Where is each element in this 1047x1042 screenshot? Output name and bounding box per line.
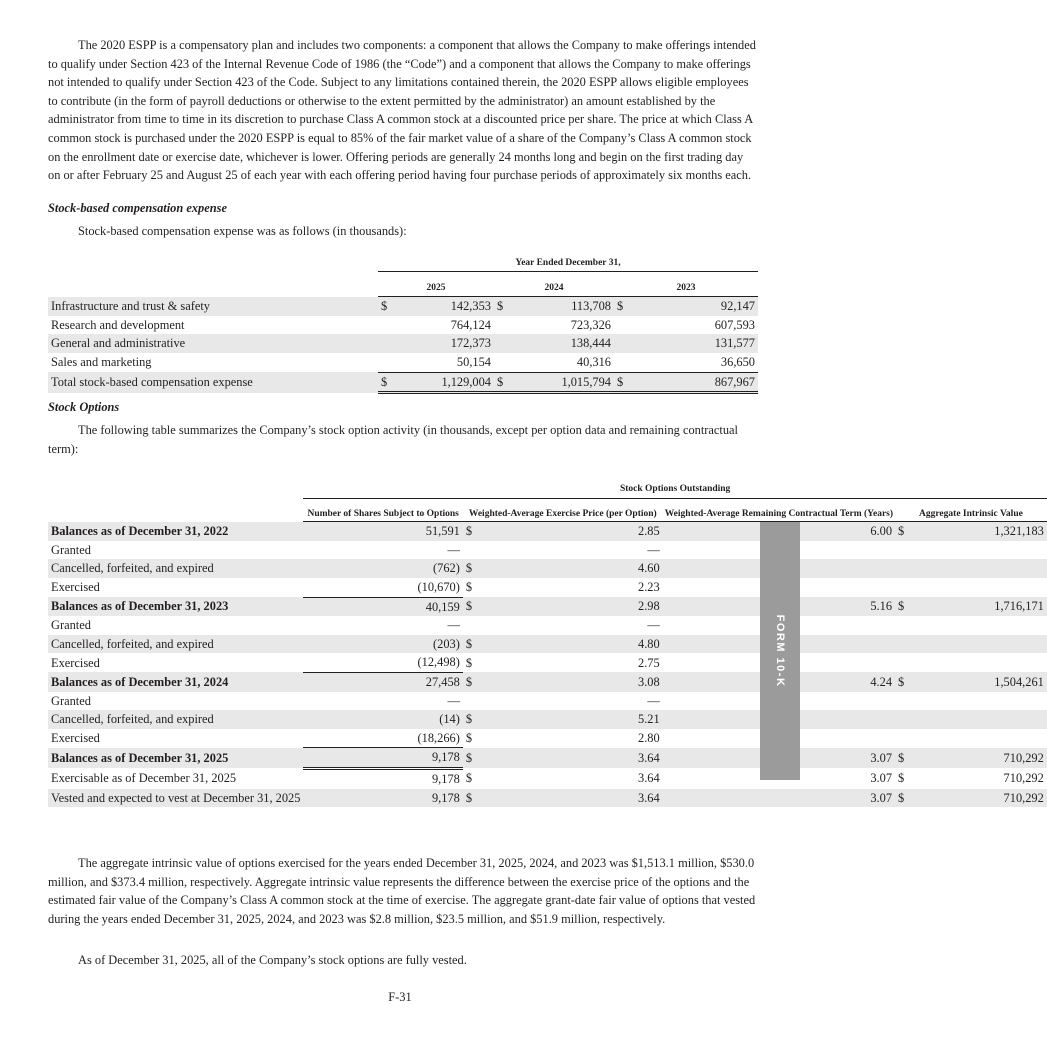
table-row (48, 789, 1047, 808)
table-row (48, 372, 758, 393)
dollar-sign: $ (463, 672, 501, 691)
row-label: Sales and marketing (51, 355, 152, 370)
intrinsic-value: 710,292 (913, 748, 1047, 769)
intrinsic-value: 710,292 (1003, 771, 1044, 786)
options-group-header: Stock Options Outstanding (303, 476, 1046, 498)
dollar-sign (463, 692, 501, 711)
row-label: Exercised (51, 730, 100, 745)
dollar-sign (494, 334, 510, 353)
dollar-sign: $ (463, 559, 501, 578)
contractual-term-value: 3.07 (870, 771, 893, 786)
shares-value: (14) (303, 710, 462, 729)
col-exercise-price: Weighted-Average Exercise Price (per Option) (463, 498, 663, 522)
table-row (48, 597, 1047, 616)
dollar-sign: $ (463, 597, 501, 616)
table-row (48, 559, 1047, 578)
exercise-price-value: 2.85 (501, 522, 663, 541)
intrinsic-value (913, 635, 1047, 654)
dollar-sign: $ (465, 655, 473, 670)
contractual-term-value: 5.16 (663, 597, 895, 616)
dollar-sign: $ (463, 635, 501, 654)
shares-value: — (447, 693, 460, 708)
table-row (48, 710, 1047, 729)
value-2024: 138,444 (510, 334, 614, 353)
row-label: Exercisable as of December 31, 2025 (51, 771, 237, 786)
intrinsic-value (913, 653, 1047, 672)
exercise-price-value: — (647, 618, 660, 633)
exercise-price-value: 5.21 (501, 710, 663, 729)
exercise-price-value: 2.80 (638, 730, 660, 745)
dollar-sign (614, 334, 630, 353)
shares-value: (203) (303, 635, 462, 654)
page-number: F-31 (388, 990, 412, 1004)
row-label: Cancelled, forfeited, and expired (48, 710, 303, 729)
dollar-sign: $ (895, 672, 913, 691)
sbc-group-header: Year Ended December 31, (378, 250, 758, 271)
value-2025: 142,353 (394, 297, 494, 316)
dollar-sign: $ (494, 372, 510, 393)
exercise-price-value: 3.08 (501, 672, 663, 691)
intrinsic-value-paragraph: The aggregate intrinsic value of options exercised for the years ended December 31, 2025, 2024, and 2023 was $1,513.1 million, $530.0 million, and $373.4 million, respectively. Aggregate intrinsic value represents the difference between the exercise price of the options and the estimated fair value of the Company’s Class A common stock at the time of exercise. The aggregate grant-date fair value of options that vested during the years ended December 31, 2025, 2024, and 2023 was $2.8 million, $23.5 million, and $51.9 million, respectively. (48, 856, 756, 926)
dollar-sign: $ (895, 748, 913, 769)
dollar-sign (378, 334, 394, 353)
table-row (48, 692, 1047, 711)
value-2024: 113,708 (510, 297, 614, 316)
dollar-sign (895, 578, 913, 597)
dollar-sign (614, 316, 630, 335)
options-intro: The following table summarizes the Company’s stock option activity (in thousands, except per option data and remaining contractual term): (48, 423, 738, 456)
dollar-sign (895, 653, 913, 672)
table-row (48, 616, 1047, 635)
dollar-sign (895, 559, 913, 578)
exercise-price-value: 3.64 (638, 771, 660, 786)
row-label: General and administrative (48, 334, 378, 353)
vested-paragraph: As of December 31, 2025, all of the Company’s stock options are fully vested. (78, 953, 467, 967)
shares-value: (12,498) (303, 653, 462, 672)
exercise-price-value: 4.80 (501, 635, 663, 654)
intrinsic-value: 710,292 (913, 789, 1047, 808)
exercise-price-value: 3.64 (501, 789, 663, 808)
shares-value: (18,266) (303, 729, 462, 748)
sbc-year-2023: 2023 (614, 271, 758, 297)
value-2023: 131,577 (630, 334, 758, 353)
exercise-price-value: 2.75 (638, 655, 660, 670)
dollar-sign (494, 353, 510, 372)
form-10k-side-tab (760, 522, 800, 780)
row-label: Exercised (51, 655, 100, 670)
dollar-sign: $ (463, 789, 501, 808)
table-row (48, 635, 1047, 654)
intrinsic-value: 1,321,183 (913, 522, 1047, 541)
dollar-sign: $ (895, 522, 913, 541)
dollar-sign (614, 353, 630, 372)
value-2025: 50,154 (394, 353, 494, 372)
shares-value: 27,458 (303, 672, 462, 691)
value-2025: 764,124 (450, 317, 491, 332)
shares-value: 51,591 (303, 522, 462, 541)
dollar-sign (378, 353, 394, 372)
shares-value: 9,178 (431, 771, 460, 786)
dollar-sign (463, 541, 501, 560)
dollar-sign: $ (463, 748, 501, 769)
exercise-price-value: 4.60 (501, 559, 663, 578)
contractual-term-value: 6.00 (663, 522, 895, 541)
sbc-year-2024: 2024 (494, 271, 614, 297)
intrinsic-value (913, 729, 1047, 748)
dollar-sign: $ (465, 771, 473, 786)
table-row (48, 653, 1047, 672)
sbc-year-2025: 2025 (378, 271, 494, 297)
col-intrinsic-value: Aggregate Intrinsic Value (895, 498, 1047, 522)
exercise-price-value: 3.64 (501, 748, 663, 769)
sbc-heading: Stock-based compensation expense (48, 201, 227, 215)
row-label: Research and development (51, 317, 185, 332)
dollar-sign: $ (465, 730, 473, 745)
options-heading: Stock Options (48, 400, 120, 414)
dollar-sign: $ (614, 372, 630, 393)
intrinsic-value (913, 616, 1047, 635)
row-label: Total stock-based compensation expense (48, 372, 378, 393)
sbc-intro: Stock-based compensation expense was as follows (in thousands): (78, 224, 407, 238)
shares-value: 9,178 (303, 789, 462, 808)
dollar-sign (378, 316, 394, 335)
contractual-term-value: 3.07 (663, 789, 895, 808)
exercise-price-value: — (647, 693, 660, 708)
col-shares: Number of Shares Subject to Options (303, 498, 462, 522)
table-row (48, 316, 758, 335)
shares-value: (762) (303, 559, 462, 578)
table-row (48, 672, 1047, 691)
row-label: Balances as of December 31, 2024 (48, 672, 303, 691)
table-row (48, 768, 1047, 788)
dollar-sign: $ (898, 771, 905, 786)
row-label: Granted (51, 618, 91, 633)
value-2025: 1,129,004 (394, 372, 494, 393)
row-label: Exercised (51, 580, 100, 595)
contractual-term-value: 4.24 (663, 672, 895, 691)
shares-value: (10,670) (303, 578, 462, 597)
intrinsic-value (913, 541, 1047, 560)
table-row (48, 729, 1047, 748)
shares-value: — (447, 542, 460, 557)
espp-paragraph: The 2020 ESPP is a compensatory plan and includes two components: a component that allows the Company to make offerings intended to qualify under Section 423 of the Internal Revenue Code of 1986 (the “Code”) and a component that allows the Company to make offerings not intended to qualify under Section 423 of the Code. Subject to any limitations contained therein, the 2020 ESPP allows eligible employees to contribute (in the form of payroll deductions or otherwise to the extent permitted by the administrator) an amount established by the administrator from time to time in its discretion to purchase Class A common stock at a discounted price per share. The price at which Class A common stock is purchased under the 2020 ESPP is equal to 85% of the fair market value of a share of the Company’s Class A common stock on the enrollment date or exercise date, whichever is lower. Offering periods are generally 24 months long and begin on the first trading day on or after February 25 and August 25 of each year with each offering period having four purchase periods of approximately six months each. (48, 38, 756, 183)
intrinsic-value (913, 559, 1047, 578)
row-label: Balances as of December 31, 2025 (48, 748, 303, 769)
table-row (48, 578, 1047, 597)
dollar-sign (463, 616, 501, 635)
table-row (48, 334, 758, 353)
table-row (48, 748, 1047, 769)
row-label: Cancelled, forfeited, and expired (48, 635, 303, 654)
row-label: Granted (51, 542, 91, 557)
exercise-price-value: 2.98 (501, 597, 663, 616)
value-2023: 867,967 (630, 372, 758, 393)
dollar-sign: $ (494, 297, 510, 316)
value-2023: 92,147 (630, 297, 758, 316)
intrinsic-value: 1,504,261 (913, 672, 1047, 691)
dollar-sign: $ (463, 522, 501, 541)
intrinsic-value: 1,716,171 (913, 597, 1047, 616)
row-label: Balances as of December 31, 2023 (48, 597, 303, 616)
exercise-price-value: — (647, 542, 660, 557)
value-2023: 36,650 (630, 353, 758, 372)
sbc-table (48, 250, 758, 394)
table-row (48, 297, 758, 316)
dollar-sign (895, 635, 913, 654)
shares-value: — (447, 618, 460, 633)
value-2024: 40,316 (510, 353, 614, 372)
dollar-sign: $ (463, 710, 501, 729)
intrinsic-value (913, 578, 1047, 597)
row-label: Cancelled, forfeited, and expired (48, 559, 303, 578)
table-row (48, 353, 758, 372)
value-2024: 1,015,794 (510, 372, 614, 393)
dollar-sign (895, 616, 913, 635)
intrinsic-value (913, 692, 1047, 711)
dollar-sign: $ (465, 580, 473, 595)
dollar-sign: $ (895, 597, 913, 616)
value-2023: 607,593 (714, 317, 755, 332)
table-row (48, 541, 1047, 560)
exercise-price-value: 2.23 (638, 580, 660, 595)
row-label: Infrastructure and trust & safety (48, 297, 378, 316)
shares-value: 40,159 (303, 597, 462, 616)
row-label: Vested and expected to vest at December 31, 2025 (48, 789, 303, 808)
dollar-sign: $ (378, 297, 394, 316)
dollar-sign (895, 710, 913, 729)
shares-value: 9,178 (303, 748, 462, 769)
dollar-sign (895, 729, 913, 748)
row-label: Granted (51, 693, 91, 708)
value-2024: 723,326 (570, 317, 611, 332)
dollar-sign (494, 316, 510, 335)
col-contractual-term: Weighted-Average Remaining Contractual Term (Years) (663, 498, 895, 522)
side-tab-label: FORM 10-K (774, 614, 786, 688)
value-2025: 172,373 (394, 334, 494, 353)
row-label: Balances as of December 31, 2022 (48, 522, 303, 541)
table-row (48, 522, 1047, 541)
dollar-sign (895, 692, 913, 711)
dollar-sign: $ (614, 297, 630, 316)
dollar-sign (895, 541, 913, 560)
dollar-sign: $ (895, 789, 913, 808)
contractual-term-value: 3.07 (663, 748, 895, 769)
intrinsic-value (913, 710, 1047, 729)
options-table (48, 476, 1047, 807)
dollar-sign: $ (378, 372, 394, 393)
